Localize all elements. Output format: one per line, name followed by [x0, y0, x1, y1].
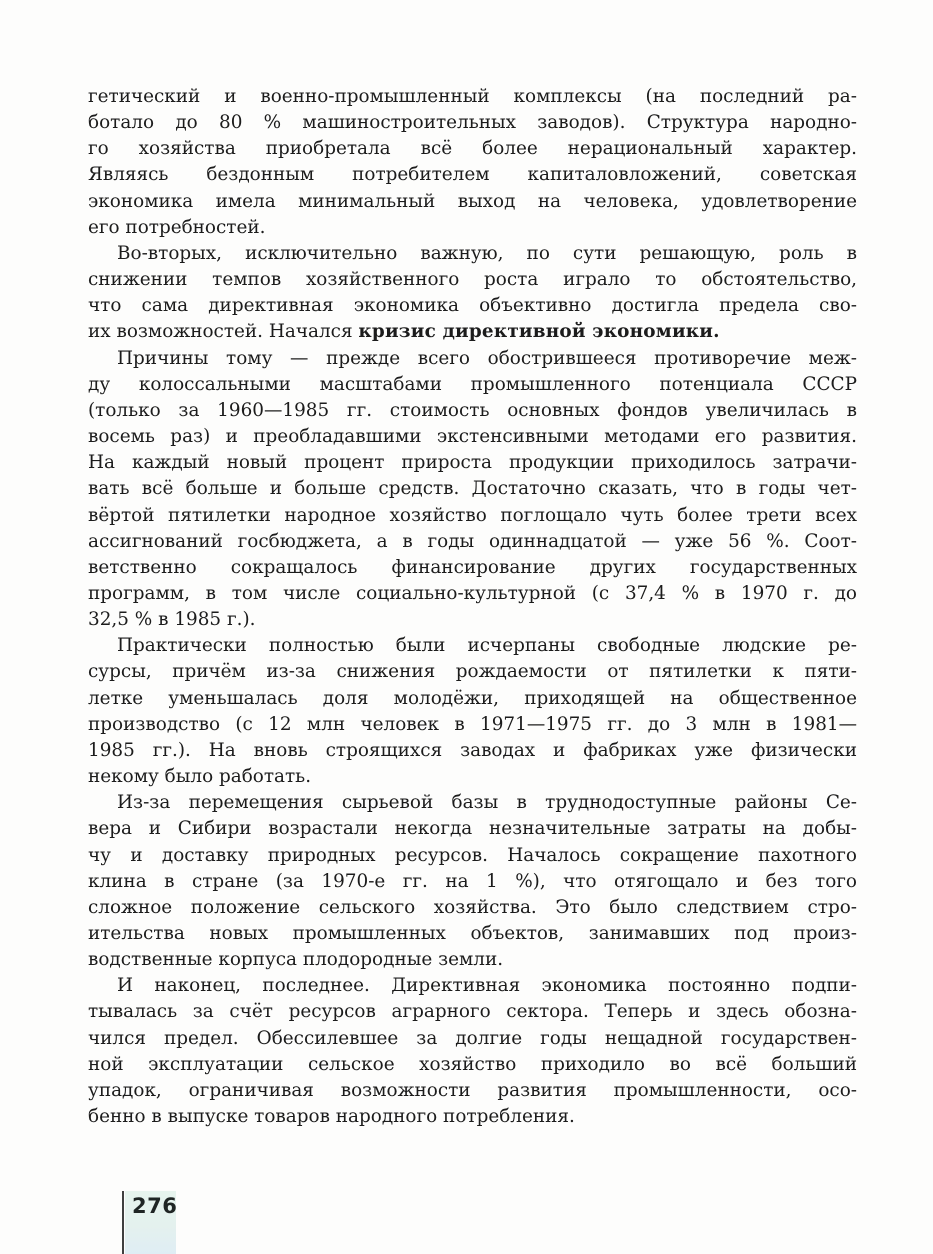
paragraph: [88, 633, 857, 790]
text-line: чу и доставку природных ресурсов. Началось сокращение пахотного: [88, 844, 857, 866]
text-line: что сама директивная экономика объективно достигла предела сво-: [88, 295, 857, 317]
text-line: гетический и военно-промышленный комплексы (на последний ра-: [88, 86, 857, 107]
paragraph: [88, 973, 857, 1130]
text-line: [88, 319, 857, 345]
paragraph: [88, 84, 857, 241]
text-line: клина в стране (за 1970-е гг. на 1 %), что отягощало и без того: [88, 870, 857, 892]
text-line: вёртой пятилетки народное хозяйство поглощало чуть более трети всех: [88, 504, 857, 526]
body-text: [88, 84, 857, 1130]
text-line: ветственно сокращалось финансирование других государственных: [88, 556, 857, 578]
text-line: На каждый новый процент прироста продукции приходилось затрачи-: [88, 452, 857, 474]
text-line: Являясь бездонным потребителем капиталовложений, советская: [88, 164, 857, 186]
text-segment: их возможностей. Начался: [88, 321, 359, 343]
text-line: 1985 гг.). На вновь строящихся заводах и фабриках уже физически: [88, 739, 857, 761]
text-line: ительства новых промышленных объектов, занимавших под произ-: [88, 923, 857, 944]
text-line: упадок, ограничивая возможности развития промышленности, осо-: [88, 1079, 857, 1101]
text-line: сурсы, причём из-за снижения рождаемости от пятилетки к пяти-: [88, 661, 857, 683]
text-line: вать всё больше и больше средств. Достаточно сказать, что в годы чет-: [88, 478, 857, 500]
text-line: снижении темпов хозяйственного роста играло то обстоятельство,: [88, 269, 857, 291]
text-line: некому было работать.: [88, 766, 312, 788]
paragraph: [88, 241, 857, 346]
text-line: чился предел. Обессилевшее за долгие годы нещадной государствен-: [88, 1027, 857, 1049]
text-line: И наконец, последнее. Директивная экономика постоянно подпи-: [117, 975, 857, 997]
text-line: Практически полностью были исчерпаны свободные людские ре-: [117, 635, 857, 657]
text-line: ной эксплуатации сельское хозяйство приходило во всё больший: [88, 1053, 857, 1075]
text-line: программ, в том числе социально-культурной (с 37,4 % в 1970 г. до: [88, 582, 857, 604]
text-line: ду колоссальными масштабами промышленного потенциала СССР: [88, 373, 857, 395]
page-number-badge: [125, 1191, 176, 1254]
bold-term: кризис директивной экономики.: [358, 321, 720, 343]
page-number: 276: [132, 1194, 178, 1218]
text-line: сложное положение сельского хозяйства. Это было следствием стро-: [88, 896, 857, 918]
text-line: его потребностей.: [88, 216, 266, 238]
text-line: Из-за перемещения сырьевой базы в труднодоступные районы Се-: [117, 792, 857, 814]
text-line: (только за 1960—1985 гг. стоимость основных фондов увеличилась в: [88, 399, 857, 421]
text-line: Причины тому — прежде всего обострившееся противоречие меж-: [117, 347, 857, 369]
text-line: го хозяйства приобретала всё более нерациональный характер.: [88, 138, 857, 160]
text-line: летке уменьшалась доля молодёжи, приходящей на общественное: [88, 687, 857, 709]
page-margin-rule: [122, 1191, 124, 1254]
text-line: восемь раз) и преобладавшими экстенсивными методами его развития.: [88, 426, 857, 448]
text-line: водственные корпуса плодородные земли.: [88, 949, 504, 971]
paragraph: [88, 790, 857, 973]
text-line: бенно в выпуске товаров народного потребления.: [88, 1106, 575, 1128]
text-line: ботало до 80 % машиностроительных заводов). Структура народно-: [88, 112, 857, 134]
text-line: экономика имела минимальный выход на человека, удовлетворение: [88, 190, 857, 212]
text-line: Во-вторых, исключительно важную, по сути решающую, роль в: [117, 242, 857, 264]
text-line: тывалась за счёт ресурсов аграрного сектора. Теперь и здесь обозна-: [88, 1001, 857, 1023]
text-line: производство (с 12 млн человек в 1971—1975 гг. до 3 млн в 1981—: [88, 713, 857, 735]
text-line: вера и Сибири возрастали некогда незначительные затраты на добы-: [88, 818, 857, 840]
text-line: 32,5 % в 1985 г.).: [88, 609, 256, 631]
paragraph: [88, 346, 857, 634]
text-line: ассигнований госбюджета, а в годы одиннадцатой — уже 56 %. Соот-: [88, 530, 857, 552]
